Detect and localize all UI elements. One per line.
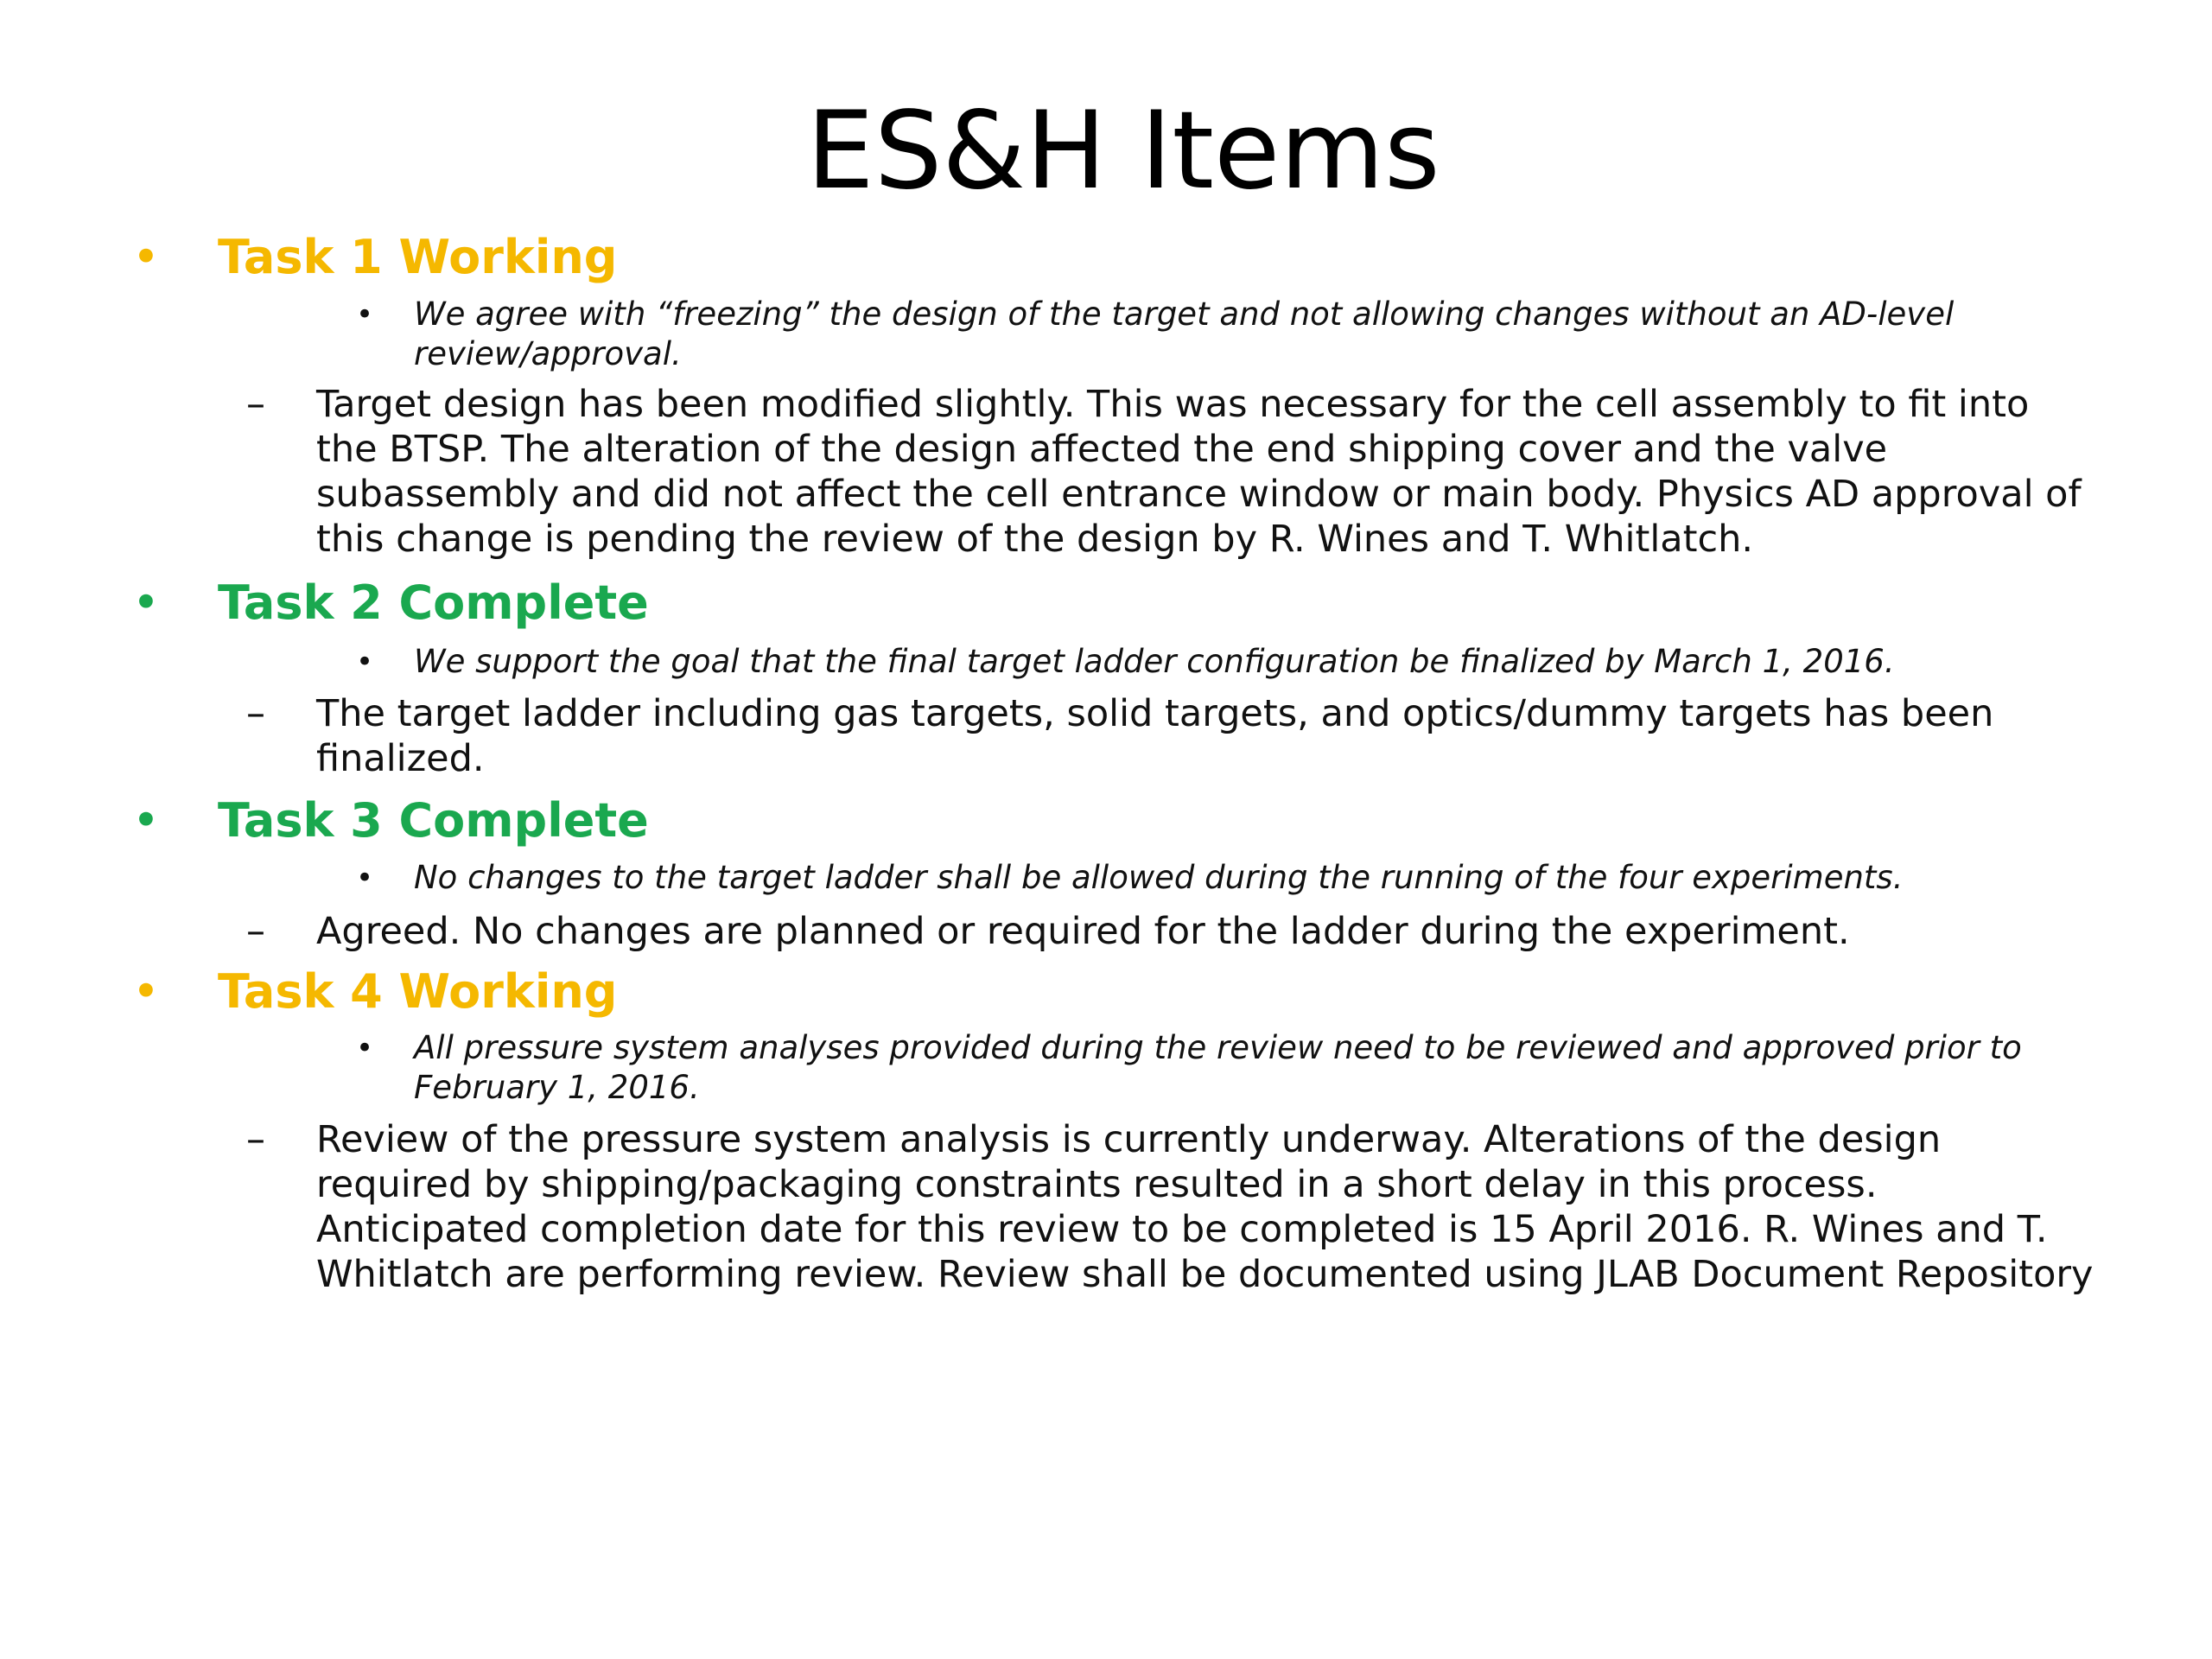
bullet-icon: • bbox=[132, 230, 160, 284]
task-label: Task 4 Working bbox=[218, 964, 618, 1019]
dash-icon: – bbox=[246, 691, 265, 735]
task-statement-text: We support the goal that the final target ladder configuration be finalized by March 1, 2016. bbox=[414, 643, 1895, 680]
task-statement-text: We agree with “freezing” the design of the target and not allowing changes without an AD-level review/approval. bbox=[414, 296, 1955, 372]
bullet-icon: • bbox=[356, 297, 374, 332]
bullet-icon: • bbox=[356, 645, 374, 679]
dash-icon: – bbox=[246, 382, 265, 426]
task-heading bbox=[0, 957, 2212, 1027]
task-response-text: The target ladder including gas targets, solid targets, and optics/dummy targets has been finalized. bbox=[316, 692, 1994, 780]
task-response-text: Review of the pressure system analysis is currently underway. Alterations of the design required by shipping/packaging constraints resulted in a short delay in this process. Anticipated completion date for this review to be completed is 15 April 2016. R. Wines and T. Whitlatch are performing review. Review shall be documented using JLAB Document Repository bbox=[316, 1118, 2094, 1296]
dash-icon: – bbox=[246, 909, 265, 953]
bullet-icon: • bbox=[356, 861, 374, 895]
bullet-icon: • bbox=[356, 1031, 374, 1065]
bullet-icon: • bbox=[132, 575, 160, 630]
task-label: Task 2 Complete bbox=[218, 575, 649, 630]
task-heading bbox=[0, 223, 2212, 292]
task-response-text: Target design has been modified slightly. This was necessary for the cell assembly to fit into the BTSP. The alteration of the design affected the end shipping cover and the valve subassembly and did not affect the cell entrance window or main body. Physics AD approval of this change is pending the review of the design by R. Wines and T. Whitlatch. bbox=[316, 383, 2082, 561]
task-heading bbox=[0, 569, 2212, 638]
task-heading bbox=[0, 786, 2212, 855]
task-response-text: Agreed. No changes are planned or required for the ladder during the experiment. bbox=[316, 910, 1850, 953]
bullet-icon: • bbox=[132, 964, 160, 1019]
slide-title: ES&H Items bbox=[806, 89, 1440, 213]
task-statement-text: All pressure system analyses provided during the review need to be reviewed and approved prior to February 1, 2016. bbox=[414, 1029, 2022, 1106]
task-label: Task 3 Complete bbox=[218, 793, 649, 848]
dash-icon: – bbox=[246, 1117, 265, 1161]
task-statement-text: No changes to the target ladder shall be allowed during the running of the four experiments. bbox=[414, 859, 1904, 896]
task-label: Task 1 Working bbox=[218, 230, 618, 284]
bullet-icon: • bbox=[132, 793, 160, 848]
